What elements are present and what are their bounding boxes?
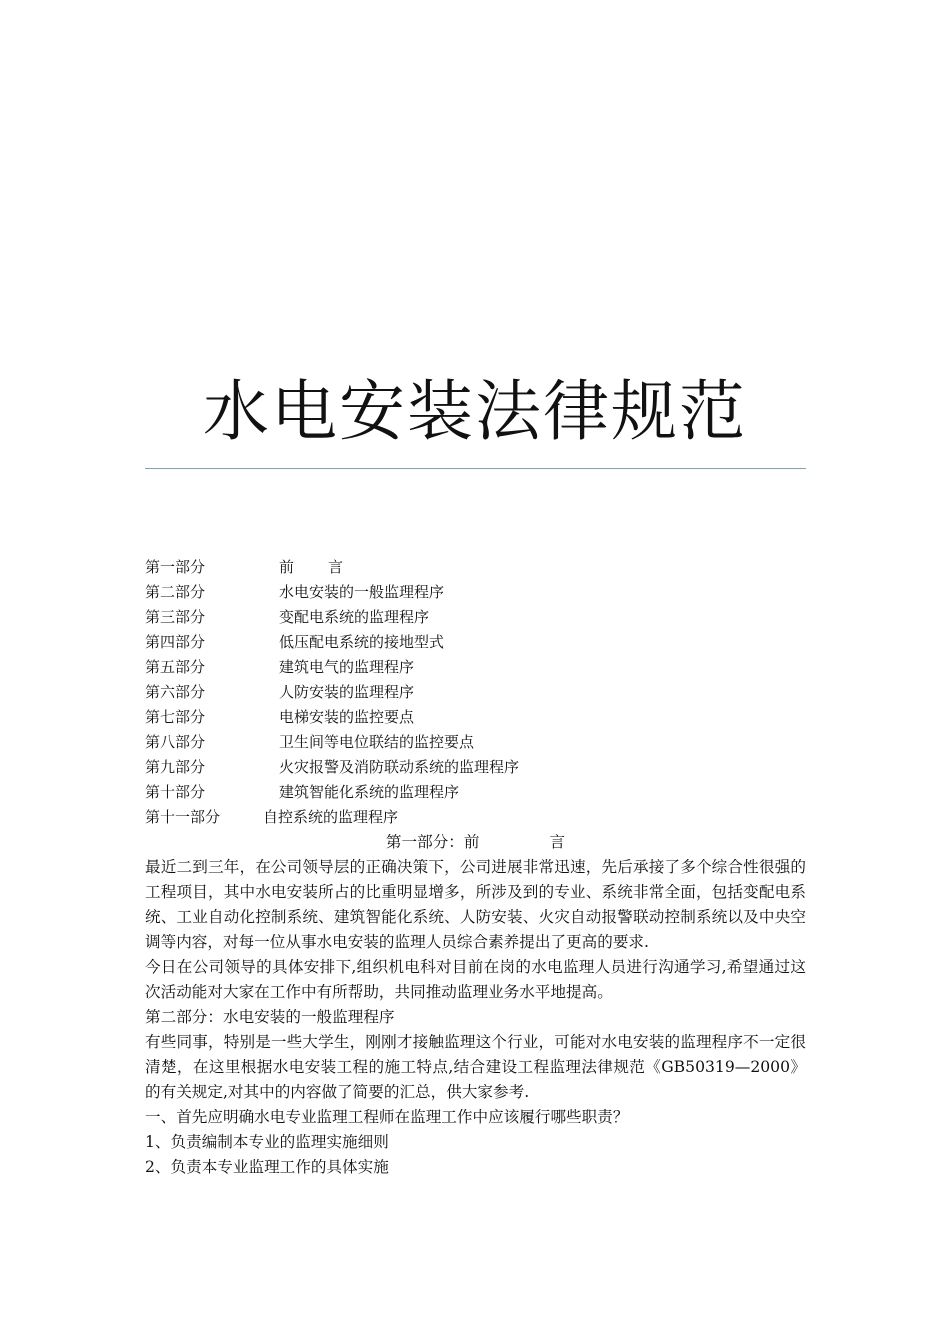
toc-part-title: 电梯安装的监控要点 [279,708,415,726]
toc-part-title: 人防安装的监理程序 [279,683,415,701]
toc-part-label: 第四部分 [145,633,206,651]
section-heading [145,830,806,855]
toc-part-label: 第十部分 [145,783,206,801]
toc-part-title-a: 前 [279,558,295,576]
toc-part-label: 第二部分 [145,583,206,601]
toc-part-label: 第五部分 [145,658,206,676]
toc-part-title: 水电安装的一般监理程序 [279,583,445,601]
toc-part-label: 第八部分 [145,733,206,751]
toc-row [145,630,806,655]
section-heading-b: 言 [549,833,566,851]
document-body [145,830,806,1180]
toc-row [145,755,806,780]
toc-row [145,555,806,580]
toc-part-title: 低压配电系统的接地型式 [279,633,445,651]
toc-part-title: 建筑电气的监理程序 [279,658,415,676]
paragraph: 今日在公司领导的具体安排下,组织机电科对目前在岗的水电监理人员进行沟通学习,希望通过这次活动能对大家在工作中有所帮助，共同推动监理业务水平地提高。 [145,958,806,1001]
section-heading-a: 第一部分：前 [385,833,480,851]
toc-part-label: 第一部分 [145,558,206,576]
list-item: 1、负责编制本专业的监理实施细则 [145,1133,389,1151]
toc-row [145,780,806,805]
toc-part-title: 建筑智能化系统的监理程序 [279,783,460,801]
paragraph: 有些同事，特别是一些大学生，刚刚才接触监理这个行业，可能对水电安装的监理程序不一定很清楚，在这里根据水电安装工程的施工特点,结合建设工程监理法律规范《GB50319—2000》的有关规定,对其中的内容做了简要的汇总，供大家参考. [145,1033,806,1101]
toc-part-label: 第十一部分 [145,808,221,826]
document-title: 水电安装法律规范 [203,373,747,450]
question-heading: 一、首先应明确水电专业监理工程师在监理工作中应该履行哪些职责？ [145,1108,629,1126]
paragraph: 最近二到三年，在公司领导层的正确决策下，公司进展非常迅速，先后承接了多个综合性很强的工程项目，其中水电安装所占的比重明显增多，所涉及到的专业、系统非常全面，包括变配电系统、工业自动化控制系统、建筑智能化系统、人防安装、火灾自动报警联动控制系统以及中央空调等内容，对每一位从事水电安装的监理人员综合素养提出了更高的要求. [145,858,806,951]
toc-row [145,605,806,630]
toc-row [145,730,806,755]
toc-part-label: 第六部分 [145,683,206,701]
toc-part-title: 火灾报警及消防联动系统的监理程序 [279,758,520,776]
toc-part-title-b: 言 [328,558,344,576]
toc-part-label: 第三部分 [145,608,206,626]
toc-row [145,680,806,705]
toc-row [145,655,806,680]
toc-row [145,805,806,830]
toc-part-title: 变配电系统的监理程序 [279,608,430,626]
list-item: 2、负责本专业监理工作的具体实施 [145,1158,389,1176]
section-heading: 第二部分：水电安装的一般监理程序 [145,1008,395,1026]
toc-part-title: 自控系统的监理程序 [263,808,399,826]
toc-part-label: 第七部分 [145,708,206,726]
toc-part-label: 第九部分 [145,758,206,776]
toc-part-title [279,555,343,580]
title-divider [145,468,806,469]
toc-part-title: 卫生间等电位联结的监控要点 [279,733,475,751]
toc-row [145,580,806,605]
table-of-contents [145,555,806,830]
toc-row [145,705,806,730]
